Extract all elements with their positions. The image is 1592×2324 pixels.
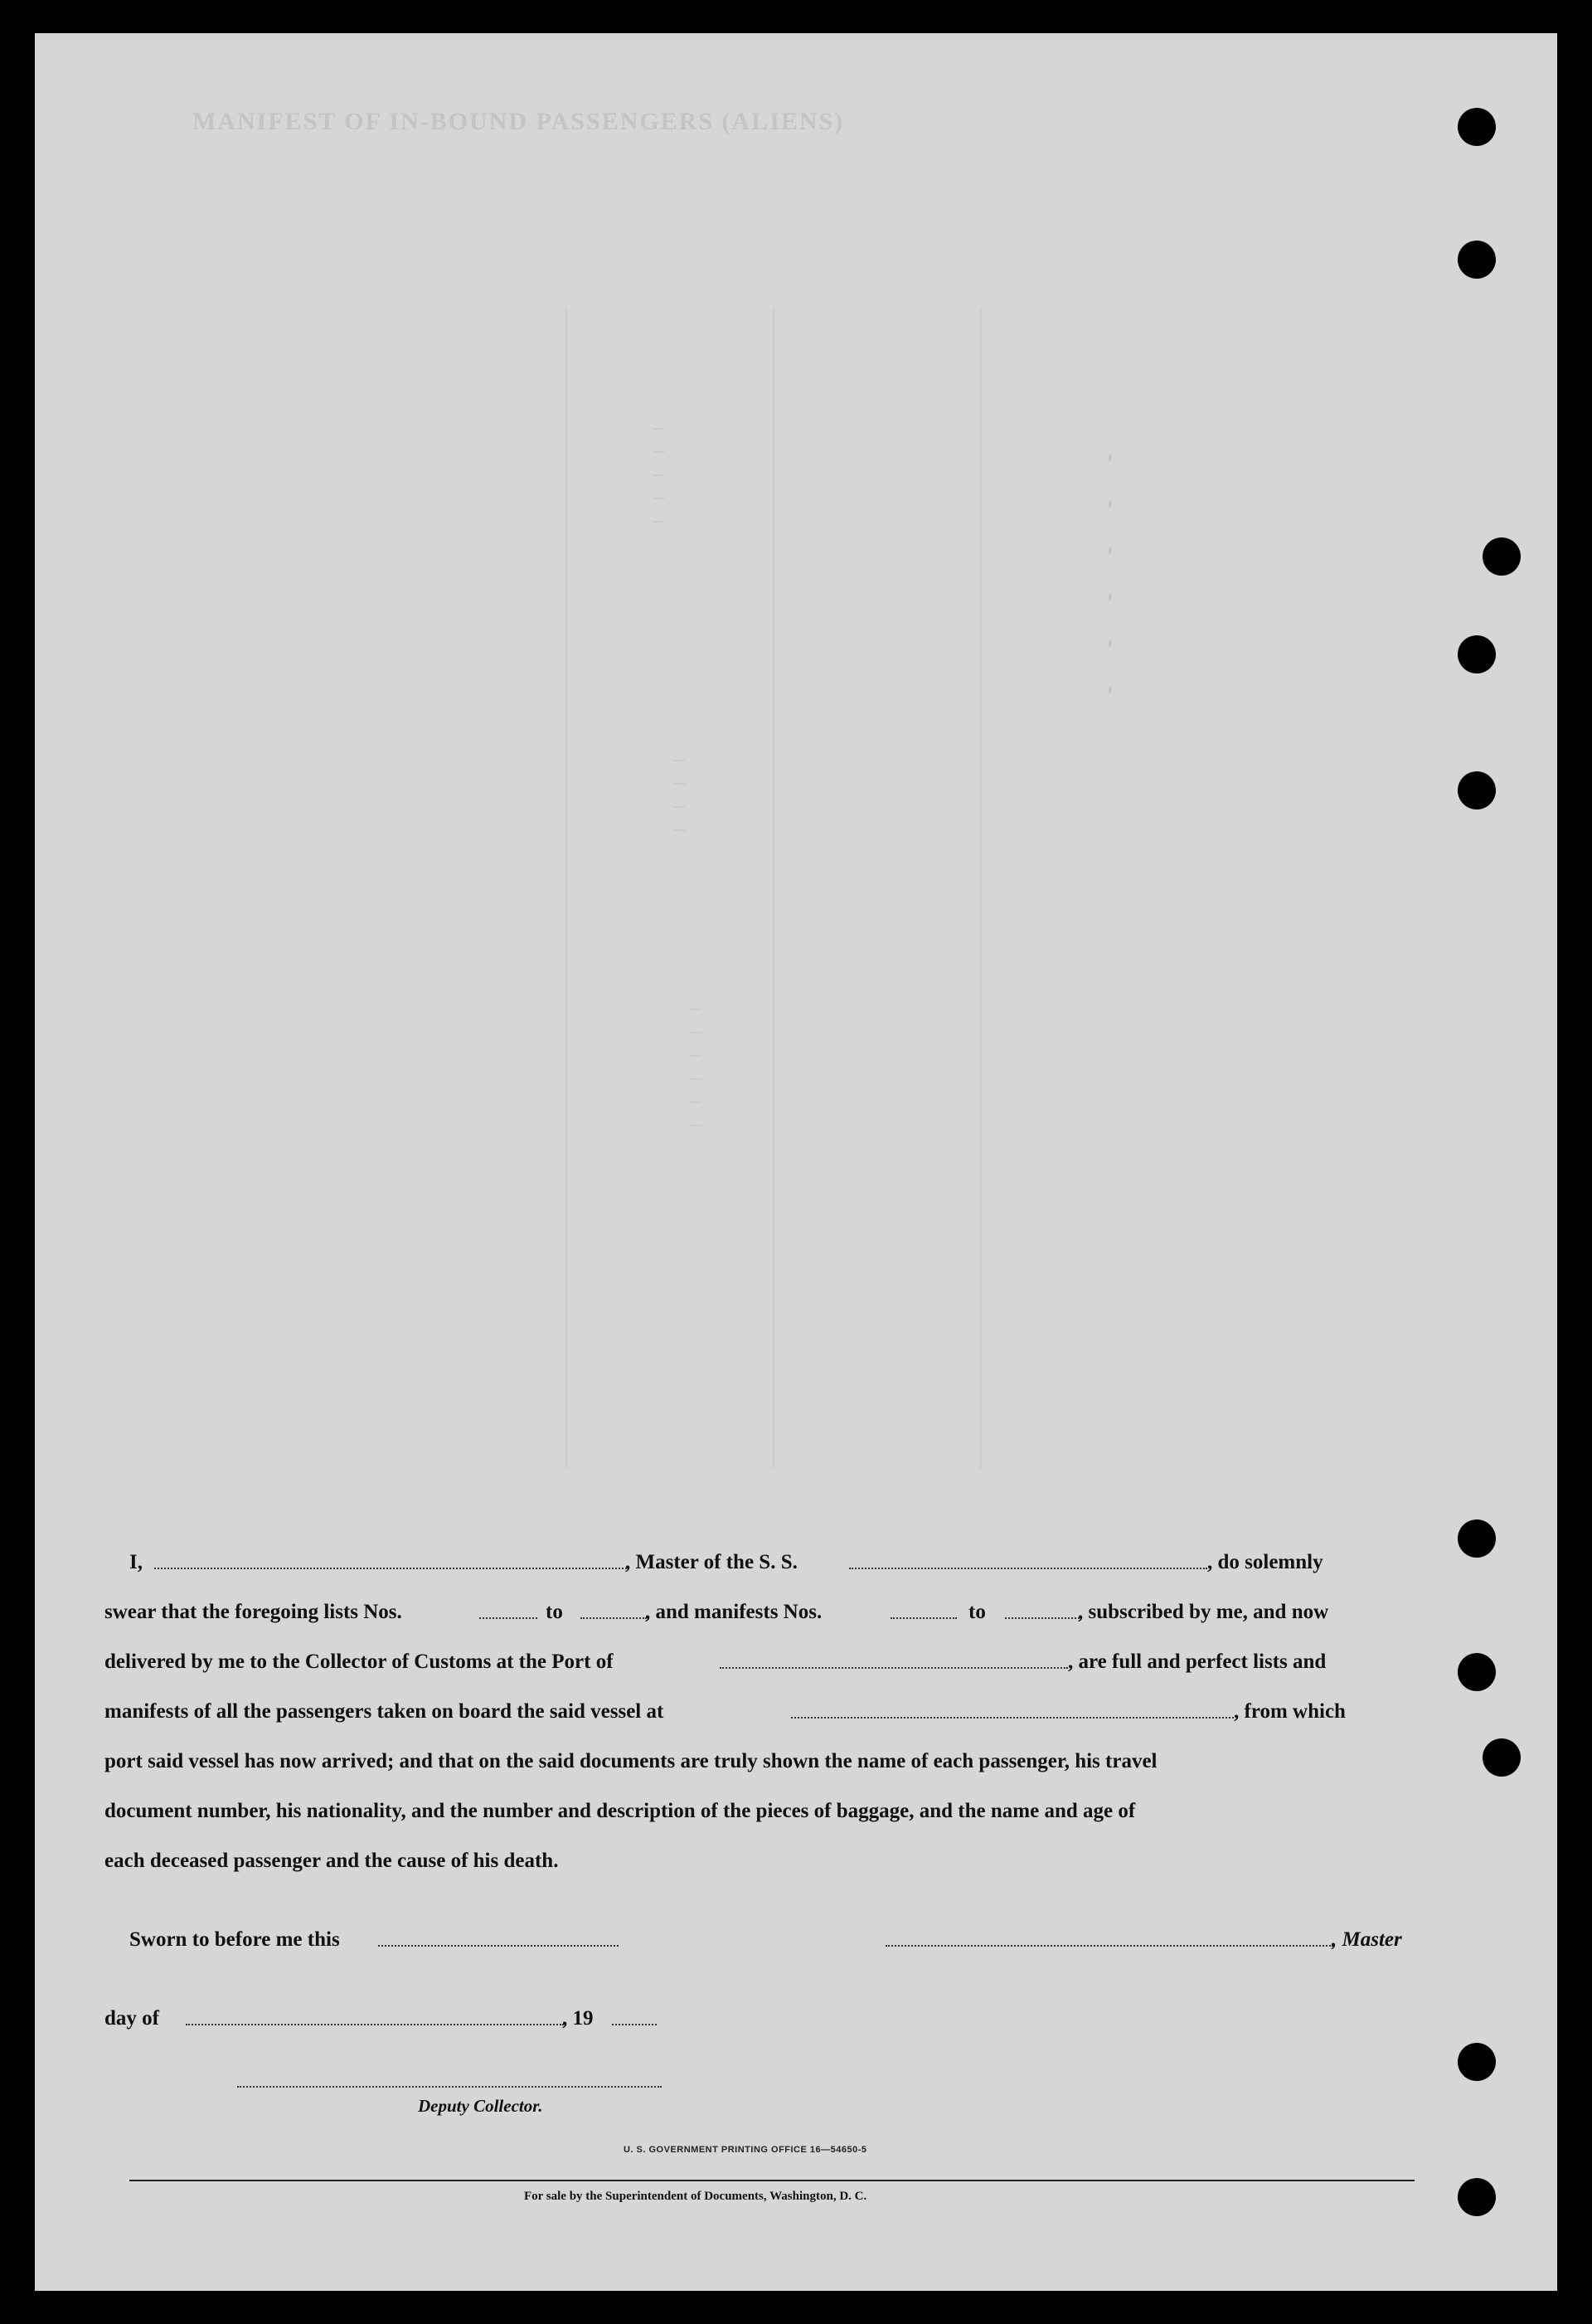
oath-text-line: each deceased passenger and the cause of his death. xyxy=(104,1850,559,1872)
bleed-through-rule xyxy=(980,307,982,1468)
port-field[interactable] xyxy=(720,1667,1068,1669)
punch-hole xyxy=(1458,108,1496,146)
oath-swear: swear that the foregoing lists Nos. xyxy=(104,1601,402,1623)
punch-hole xyxy=(1458,1653,1496,1691)
document-page xyxy=(35,33,1557,2291)
list-to-field[interactable] xyxy=(580,1617,647,1619)
deputy-line xyxy=(129,2086,1456,2116)
year-prefix: , 19 xyxy=(562,2007,594,2030)
punch-hole xyxy=(1458,2043,1496,2081)
sale-notice: For sale by the Superintendent of Documents, Washington, D. C. xyxy=(524,2190,867,2203)
oath-line-2 xyxy=(104,1601,1431,1631)
master-signature-field[interactable] xyxy=(886,1945,1333,1947)
embark-port-field[interactable] xyxy=(791,1717,1234,1719)
punch-hole xyxy=(1483,1738,1521,1777)
ship-name-field[interactable] xyxy=(849,1568,1207,1569)
month-field[interactable] xyxy=(186,2024,564,2025)
oath-to-1: to xyxy=(546,1601,563,1623)
oath-line-1 xyxy=(129,1551,1456,1581)
sworn-label: Sworn to before me this xyxy=(129,1928,340,1951)
gpo-imprint: U. S. GOVERNMENT PRINTING OFFICE 16—54650-5 xyxy=(624,2145,867,2155)
punch-hole xyxy=(1458,241,1496,279)
oath-master-of: , Master of the S. S. xyxy=(625,1551,798,1573)
punch-hole xyxy=(1483,537,1521,576)
oath-subscribed: , subscribed by me, and now xyxy=(1078,1601,1329,1623)
oath-line-5 xyxy=(104,1750,1431,1780)
day-of-line xyxy=(104,2007,1431,2037)
manifest-from-field[interactable] xyxy=(891,1617,957,1619)
oath-line-7 xyxy=(104,1850,1431,1879)
list-from-field[interactable] xyxy=(479,1617,537,1619)
bleed-through-title: MANIFEST OF IN-BOUND PASSENGERS (ALIENS) xyxy=(192,108,845,135)
oath-manifests: , and manifests Nos. xyxy=(645,1601,823,1623)
year-field[interactable] xyxy=(612,2024,657,2025)
oath-text-line: document number, his nationality, and the number and description of the pieces of baggage, and the name and age of xyxy=(104,1800,1136,1822)
punch-hole xyxy=(1458,1519,1496,1558)
punch-hole xyxy=(1458,635,1496,673)
sworn-date-field[interactable] xyxy=(378,1945,619,1947)
oath-do-solemnly: , do solemnly xyxy=(1207,1551,1323,1573)
bleed-through-rule xyxy=(773,307,774,1468)
master-name-field[interactable] xyxy=(154,1568,627,1569)
oath-delivered: delivered by me to the Collector of Customs at the Port of xyxy=(104,1651,614,1673)
sworn-line xyxy=(129,1928,1456,1958)
master-suffix: , Master xyxy=(1332,1928,1402,1951)
footer-rule xyxy=(129,2180,1415,2181)
oath-full-perfect: , are full and perfect lists and xyxy=(1068,1651,1327,1673)
bleed-through-marks: _ _ _ _ _ xyxy=(653,406,665,523)
day-of-label: day of xyxy=(104,2007,159,2030)
oath-to-2: to xyxy=(968,1601,986,1623)
punch-hole xyxy=(1458,2178,1496,2216)
bleed-through-rule xyxy=(565,307,567,1468)
oath-line-4 xyxy=(104,1700,1431,1730)
manifest-to-field[interactable] xyxy=(1005,1617,1080,1619)
oath-line-3 xyxy=(104,1651,1431,1680)
punch-hole xyxy=(1458,771,1496,810)
oath-i: I, xyxy=(129,1551,143,1573)
bleed-through-marks: , , , , , , xyxy=(1104,440,1117,695)
oath-line-6 xyxy=(104,1800,1431,1830)
bleed-through-marks: _ _ _ _ _ _ xyxy=(690,987,702,1126)
oath-from-which: , from which xyxy=(1234,1700,1346,1723)
deputy-signature-field[interactable] xyxy=(237,2086,662,2088)
oath-manifests-all: manifests of all the passengers taken on board the said vessel at xyxy=(104,1700,664,1723)
oath-text-line: port said vessel has now arrived; and that on the said documents are truly shown the name of each passenger, his travel xyxy=(104,1750,1158,1772)
bleed-through-marks: _ _ _ _ xyxy=(673,738,686,831)
deputy-collector-label: Deputy Collector. xyxy=(418,2096,543,2116)
